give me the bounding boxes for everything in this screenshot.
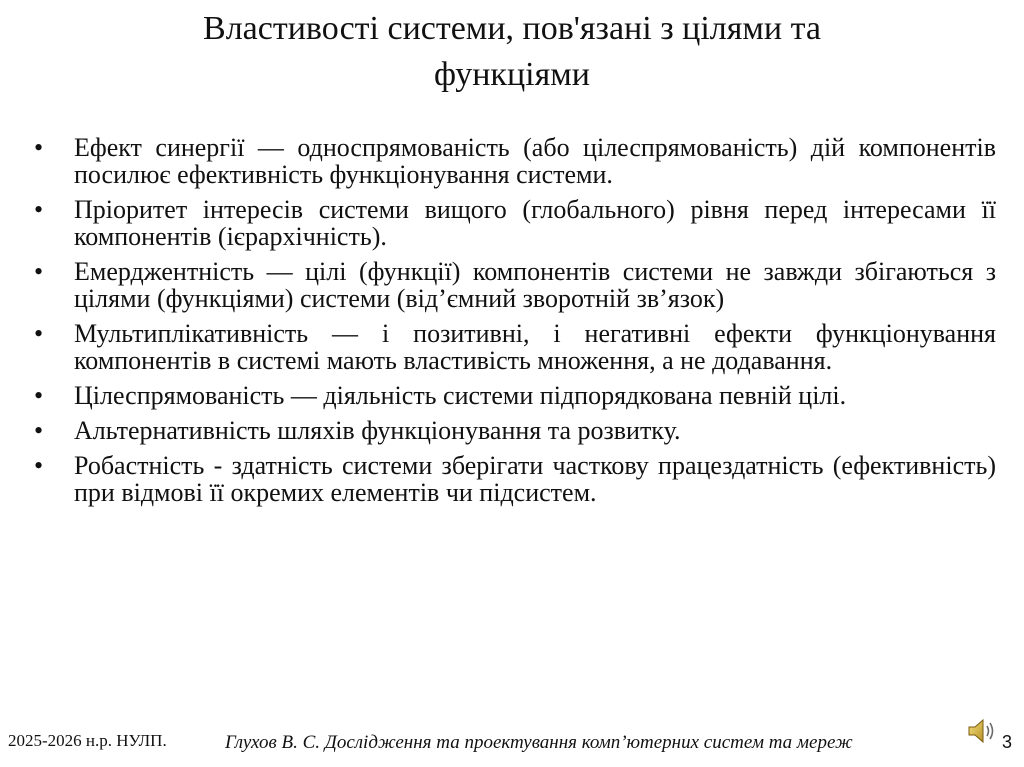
bullet-text: Мультиплікативність — і позитивні, і негативні ефекти функціонування компонентів в системі мають властивість множення, а не додавання. — [74, 319, 996, 375]
bullet-mark: • — [34, 416, 44, 445]
bullet-text: Альтернативність шляхів функціонування та розвитку. — [74, 416, 681, 445]
bullet-text: Робастність - здатність системи зберігати часткову працездатність (ефективність) при відмові її окремих елементів чи підсистем. — [74, 451, 996, 507]
bullet-item-alternativeness — [28, 417, 996, 444]
title-line-1: Властивості системи, пов'язані з цілями та — [203, 10, 821, 47]
bullet-item-purposefulness — [28, 382, 996, 409]
page-number: 3 — [1002, 732, 1013, 752]
slide-title — [60, 6, 964, 98]
bullet-mark: • — [34, 195, 44, 224]
bullet-text: Цілеспрямованість — діяльність системи підпорядкована певній цілі. — [74, 381, 847, 410]
footer-year-label: 2025-2026 н.р. НУЛП. — [8, 731, 167, 750]
bullet-text: Ефект синергії — односпрямованість (або цілеспрямованість) дій компонентів посилює ефективність функціонування системи. — [74, 133, 996, 189]
bullet-list — [28, 134, 996, 514]
bullet-item-synergy — [28, 134, 996, 188]
speaker-icon[interactable] — [964, 714, 998, 748]
bullet-text: Емерджентність — цілі (функції) компонентів системи не завжди збігаються з цілями (функціями) системи (від’ємний зворотній зв’язок) — [74, 257, 996, 313]
bullet-mark: • — [34, 133, 44, 162]
footer-author-title: Глухов В. С. Дослідження та проектування комп’ютерних систем та мереж — [225, 732, 853, 753]
bullet-item-emergence — [28, 258, 996, 312]
bullet-mark: • — [34, 257, 44, 286]
bullet-mark: • — [34, 319, 44, 348]
bullet-text: Пріоритет інтересів системи вищого (глобального) рівня перед інтересами її компонентів (ієрархічність). — [74, 195, 996, 251]
bullet-mark: • — [34, 451, 44, 480]
title-line-2: функціями — [434, 56, 590, 93]
bullet-mark: • — [34, 381, 44, 410]
bullet-item-priority — [28, 196, 996, 250]
bullet-item-multiplicativity — [28, 320, 996, 374]
bullet-item-robustness — [28, 452, 996, 506]
